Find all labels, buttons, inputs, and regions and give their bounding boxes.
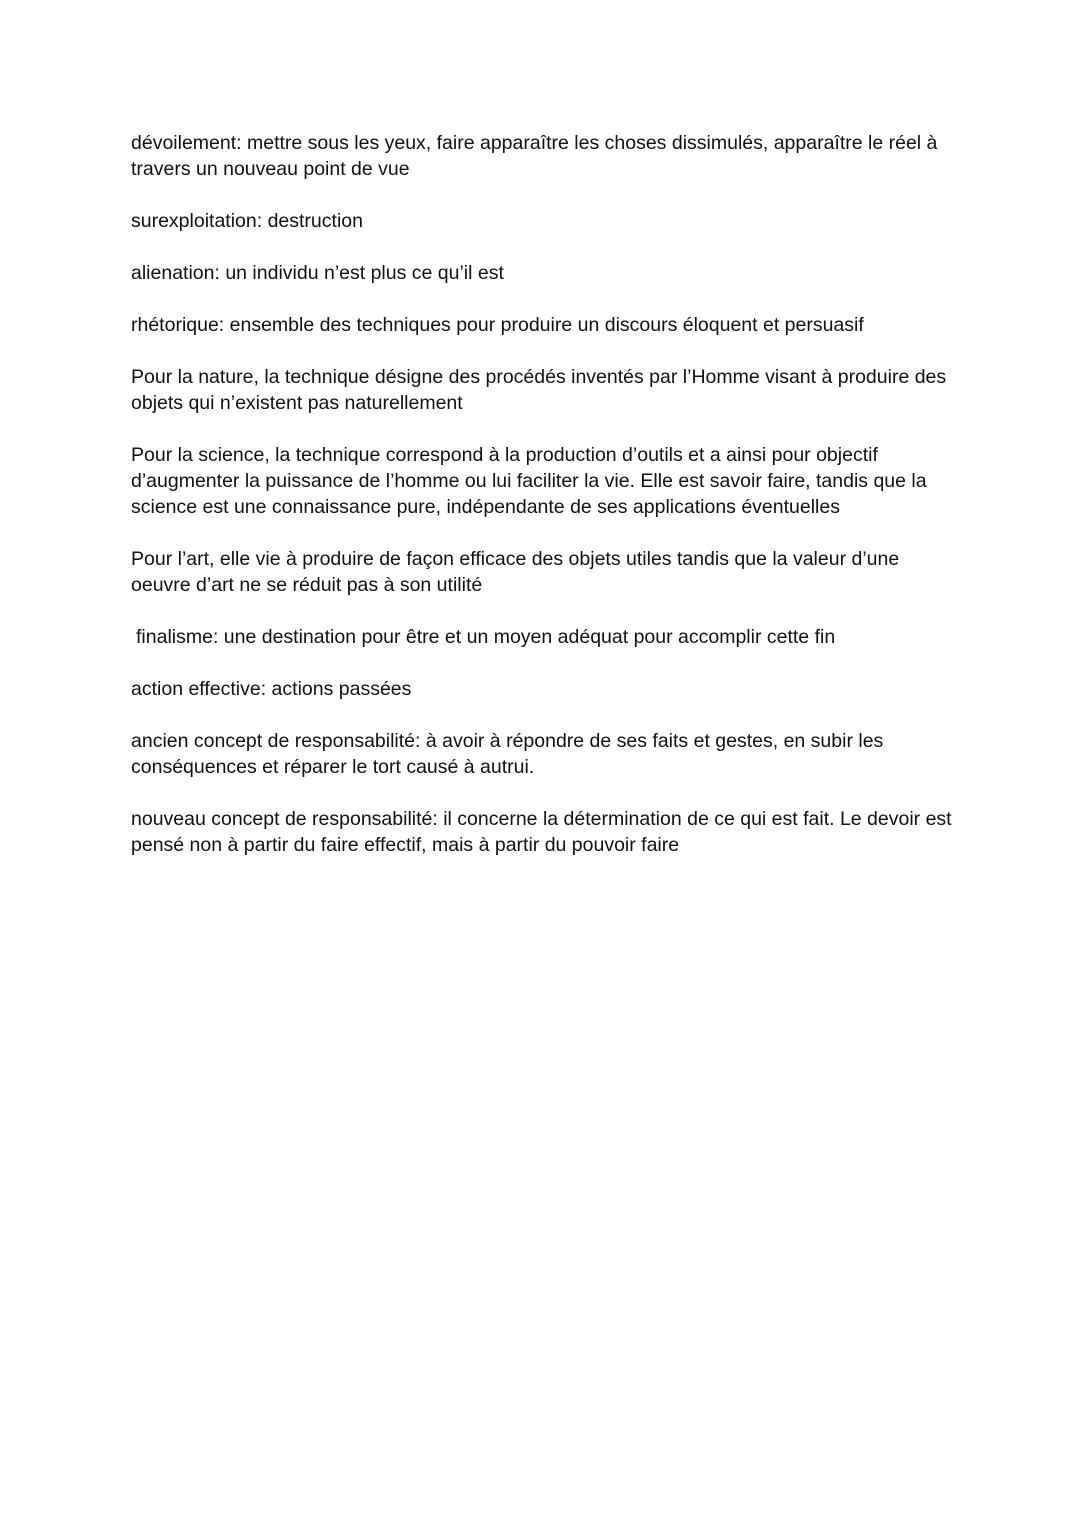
definition-action-effective: action effective: actions passées (131, 678, 412, 700)
definition-surexploitation: surexploitation: destruction (131, 210, 363, 232)
document-body (131, 130, 961, 884)
paragraph-nature: Pour la nature, la technique désigne des procédés inventés par l’Homme visant à produire des objets qui n’existent pas naturellement (131, 366, 947, 414)
paragraph-science: Pour la science, la technique correspond à la production d’outils et a ainsi pour objectif d’augmenter la puissance de l’homme ou lui faciliter la vie. Elle est savoir faire, tandis que la science est une connaissance pure, indépendante de ses applications éventuelles (131, 444, 927, 518)
definition-ancien-concept-responsabilite: ancien concept de responsabilité: à avoir à répondre de ses faits et gestes, en subir les conséquences et réparer le tort causé à autrui. (131, 730, 884, 778)
definition-devoilement: dévoilement: mettre sous les yeux, faire apparaître les choses dissimulés, apparaître le réel à travers un nouveau point de vue (131, 132, 938, 180)
definition-finalisme: finalisme: une destination pour être et un moyen adéquat pour accomplir cette fin (136, 626, 836, 648)
definition-rhetorique: rhétorique: ensemble des techniques pour produire un discours éloquent et persuasif (131, 314, 864, 336)
paragraph-art: Pour l’art, elle vie à produire de façon efficace des objets utiles tandis que la valeur d’une oeuvre d’art ne se réduit pas à son utilité (131, 548, 900, 596)
definition-alienation: alienation: un individu n’est plus ce qu’il est (131, 262, 504, 284)
definition-nouveau-concept-responsabilite: nouveau concept de responsabilité: il concerne la détermination de ce qui est fait. Le devoir est pensé non à partir du faire effectif, mais à partir du pouvoir faire (131, 808, 952, 856)
